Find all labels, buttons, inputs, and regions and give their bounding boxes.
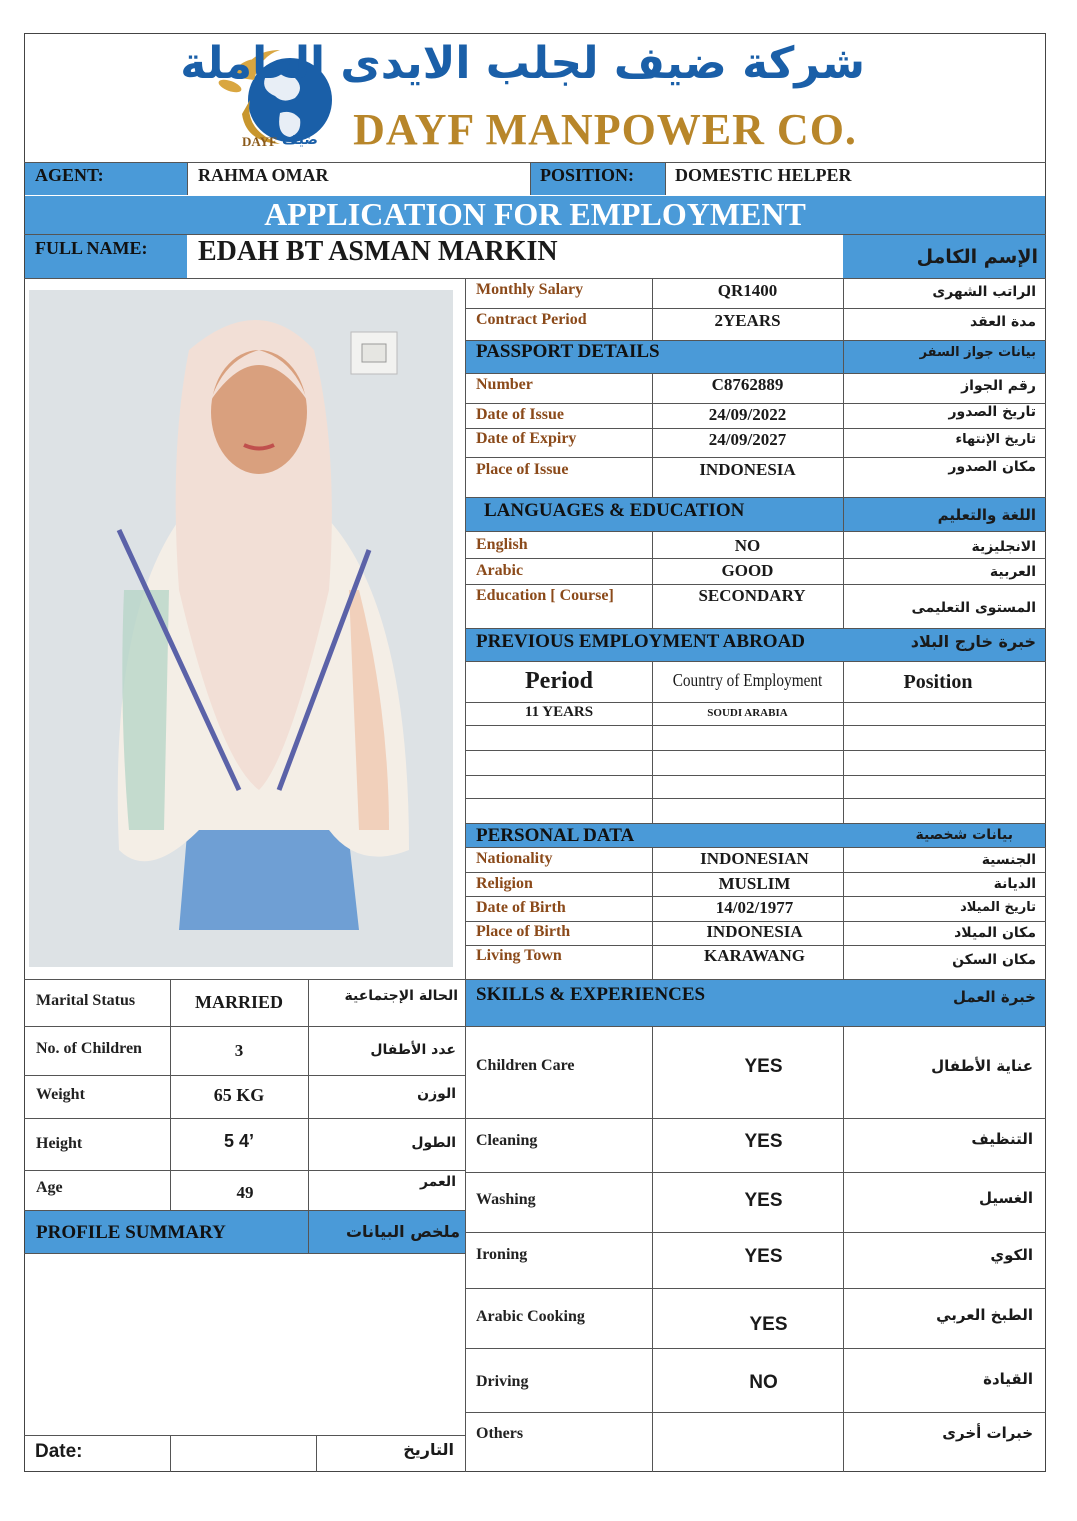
place-of-issue-label: Place of Issue bbox=[476, 461, 569, 478]
skill-children-care-ar: عناية الأطفال bbox=[931, 1057, 1033, 1075]
height-ar: الطول bbox=[411, 1135, 456, 1151]
form-title: APPLICATION FOR EMPLOYMENT bbox=[264, 196, 806, 232]
skill-ironing-label: Ironing bbox=[476, 1246, 528, 1263]
skill-children-care-value: YES bbox=[744, 1056, 783, 1077]
date-of-expiry-value: 24/09/2027 bbox=[708, 430, 787, 449]
children-label: No. of Children bbox=[36, 1040, 142, 1057]
passport-title: PASSPORT DETAILS bbox=[476, 341, 660, 362]
place-of-issue-value: INDONESIA bbox=[699, 460, 796, 479]
personal-title: PERSONAL DATA bbox=[476, 825, 635, 846]
children-value: 3 bbox=[234, 1041, 244, 1060]
weight-value: 65 KG bbox=[213, 1085, 265, 1105]
weight-ar: الوزن bbox=[417, 1086, 456, 1102]
skills-title: SKILLS & EXPERIENCES bbox=[476, 984, 706, 1005]
skill-driving-label: Driving bbox=[476, 1373, 529, 1390]
religion-ar: الديانة bbox=[993, 876, 1036, 892]
profile-summary-area bbox=[25, 1254, 465, 1434]
date-of-issue-value: 24/09/2022 bbox=[708, 405, 787, 424]
dob-label: Date of Birth bbox=[476, 899, 566, 916]
pob-ar: مكان الميلاد bbox=[954, 925, 1036, 941]
personal-title-ar: بيانات شخصية bbox=[915, 827, 1013, 843]
date-label: Date: bbox=[35, 1441, 83, 1462]
company-name-ar: شركة ضيف لجلب الايدى العاملة bbox=[180, 38, 865, 89]
age-ar: العمر bbox=[419, 1174, 456, 1190]
skill-cleaning-ar: التنظيف bbox=[971, 1130, 1033, 1148]
education-ar: المستوى التعليمى bbox=[911, 600, 1036, 616]
contract-period-ar: مدة العقد bbox=[969, 314, 1036, 330]
skill-others-label: Others bbox=[476, 1425, 524, 1442]
passport-number-label: Number bbox=[476, 376, 533, 393]
logo-text-en: DAYF bbox=[242, 134, 277, 149]
pob-label: Place of Birth bbox=[476, 923, 571, 940]
education-label: Education [ Course] bbox=[476, 587, 614, 604]
full-name-label: FULL NAME: bbox=[35, 238, 148, 258]
date-of-issue-ar: تاريخ الصدور bbox=[948, 404, 1036, 420]
marital-status-ar: الحالة الإجتماعية bbox=[344, 988, 458, 1004]
age-value: 49 bbox=[236, 1183, 254, 1202]
pob-value: INDONESIA bbox=[706, 922, 803, 941]
skill-others-ar: خبرات أخرى bbox=[942, 1424, 1033, 1442]
height-label: Height bbox=[36, 1135, 83, 1152]
profile-title: PROFILE SUMMARY bbox=[36, 1222, 226, 1243]
date-of-issue-label: Date of Issue bbox=[476, 406, 564, 423]
full-name-ar: الإسم الكامل bbox=[916, 246, 1038, 268]
nationality-ar: الجنسية bbox=[981, 852, 1036, 868]
position-value: DOMESTIC HELPER bbox=[675, 165, 852, 185]
english-label: English bbox=[476, 536, 528, 553]
contract-period-value: 2YEARS bbox=[714, 311, 781, 330]
skill-arabic-cooking-ar: الطبخ العربي bbox=[936, 1306, 1033, 1324]
salary-label: Monthly Salary bbox=[476, 281, 584, 298]
salary-value: QR1400 bbox=[717, 281, 778, 300]
arabic-value: GOOD bbox=[721, 561, 774, 580]
skill-arabic-cooking-value: YES bbox=[749, 1314, 788, 1335]
prev-country-1: SOUDI ARABIA bbox=[707, 707, 788, 719]
marital-status-value: MARRIED bbox=[195, 992, 283, 1012]
profile-title-ar: ملخص البيانات bbox=[345, 1222, 460, 1241]
full-name-value: EDAH BT ASMAN MARKIN bbox=[198, 236, 558, 267]
logo-text-ar: ضيف bbox=[282, 132, 318, 148]
position-label: POSITION: bbox=[540, 165, 635, 185]
arabic-ar: العربية bbox=[989, 564, 1036, 580]
passport-title-ar: بيانات جواز السفر bbox=[919, 345, 1036, 360]
skills-title-ar: خبرة العمل bbox=[952, 988, 1036, 1006]
skill-driving-value: NO bbox=[749, 1372, 778, 1393]
living-town-label: Living Town bbox=[476, 947, 562, 964]
salary-label-ar: الراتب الشهرى bbox=[932, 284, 1036, 300]
skill-washing-label: Washing bbox=[476, 1191, 536, 1208]
skill-driving-ar: القيادة bbox=[983, 1370, 1033, 1388]
skill-cleaning-value: YES bbox=[744, 1131, 783, 1152]
age-label: Age bbox=[36, 1179, 63, 1196]
skill-arabic-cooking-label: Arabic Cooking bbox=[476, 1308, 585, 1325]
passport-number-value: C8762889 bbox=[711, 375, 784, 394]
dob-ar: تاريخ الميلاد bbox=[960, 900, 1036, 915]
religion-value: MUSLIM bbox=[718, 874, 791, 893]
date-of-expiry-ar: تاريخ الإنتهاء bbox=[955, 432, 1036, 447]
children-ar: عدد الأطفال bbox=[370, 1042, 456, 1058]
contract-period-label: Contract Period bbox=[476, 311, 587, 328]
previous-title: PREVIOUS EMPLOYMENT ABROAD bbox=[476, 631, 806, 652]
skill-cleaning-label: Cleaning bbox=[476, 1132, 538, 1149]
languages-title: LANGUAGES & EDUCATION bbox=[484, 500, 745, 521]
arabic-label: Arabic bbox=[476, 562, 524, 579]
agent-value: RAHMA OMAR bbox=[198, 165, 329, 185]
living-town-ar: مكان السكن bbox=[952, 952, 1036, 968]
skill-ironing-value: YES bbox=[744, 1246, 783, 1267]
nationality-label: Nationality bbox=[476, 850, 553, 867]
skill-ironing-ar: الكوي bbox=[990, 1246, 1033, 1264]
skill-children-care-label: Children Care bbox=[476, 1057, 575, 1074]
english-value: NO bbox=[734, 536, 761, 555]
col-position: Position bbox=[903, 671, 973, 693]
prev-period-1: 11 YEARS bbox=[524, 704, 594, 720]
languages-title-ar: اللغة والتعليم bbox=[937, 506, 1036, 524]
date-label-ar: التاريخ bbox=[403, 1440, 454, 1459]
previous-title-ar: خبرة خارج البلاد bbox=[910, 632, 1036, 651]
company-name-en: DAYF MANPOWER CO. bbox=[353, 105, 857, 154]
living-town-value: KARAWANG bbox=[703, 946, 806, 965]
skill-washing-ar: الغسيل bbox=[978, 1189, 1033, 1207]
passport-number-ar: رقم الجواز bbox=[961, 378, 1036, 394]
agent-label: AGENT: bbox=[35, 165, 104, 185]
col-country: Country of Employment bbox=[672, 670, 823, 690]
height-value: 5 4’ bbox=[223, 1131, 255, 1151]
place-of-issue-ar: مكان الصدور bbox=[948, 459, 1036, 475]
religion-label: Religion bbox=[476, 875, 533, 892]
dob-value: 14/02/1977 bbox=[715, 898, 794, 917]
skill-washing-value: YES bbox=[744, 1190, 783, 1211]
date-of-expiry-label: Date of Expiry bbox=[476, 430, 577, 447]
weight-label: Weight bbox=[36, 1086, 85, 1103]
col-period: Period bbox=[525, 668, 593, 694]
nationality-value: INDONESIAN bbox=[700, 849, 809, 868]
applicant-photo bbox=[29, 290, 453, 967]
marital-status-label: Marital Status bbox=[36, 992, 136, 1009]
education-value: SECONDARY bbox=[698, 586, 806, 605]
english-ar: الانجليزية bbox=[971, 539, 1036, 555]
